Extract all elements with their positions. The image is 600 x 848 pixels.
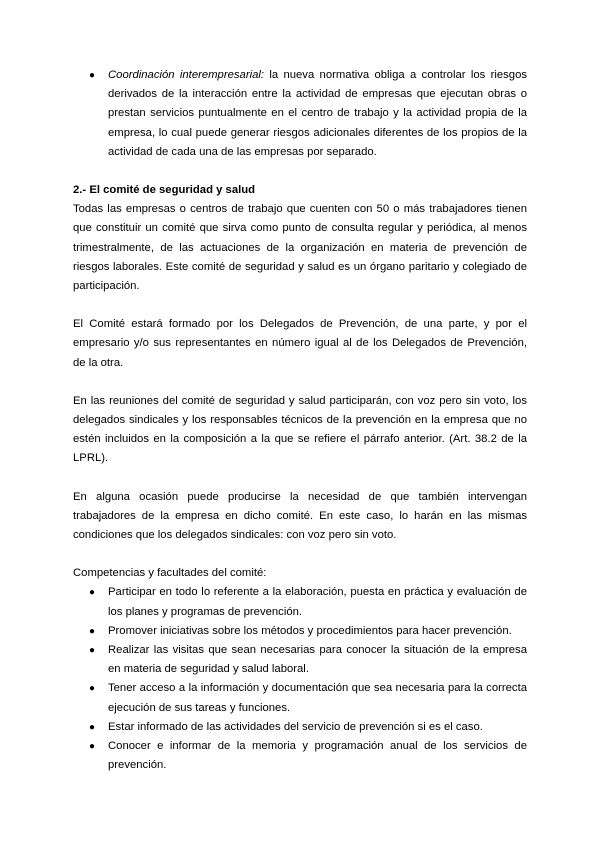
bullet-icon: ● (89, 721, 96, 733)
list-item-text: Participar en todo lo referente a la elaboración, puesta en práctica y evaluación de los planes y programas de prevención. (108, 586, 527, 618)
competencias-list (73, 583, 527, 775)
list-item (73, 622, 527, 641)
bullet-icon: ● (89, 70, 96, 81)
list-item (73, 737, 527, 775)
paragraph: En alguna ocasión puede producirse la necesidad de que también intervengan trabajadores de la empresa en dicho comité. En este caso, lo harán en las mismas condiciones que los delegados sindicales: con voz pero sin voto. (73, 490, 527, 542)
list-item (73, 641, 527, 679)
list-item (73, 718, 527, 737)
competencias-intro: Competencias y facultades del comité: (73, 567, 267, 580)
list-item-text: Realizar las visitas que sean necesarias para conocer la situación de la empresa en materia de seguridad y salud laboral. (108, 644, 527, 676)
bullet-icon: ● (89, 645, 96, 657)
list-item-text: Tener acceso a la información y documentación que sea necesaria para la correcta ejecución de sus tareas y funciones. (108, 682, 527, 714)
coordination-bullet-list (73, 66, 527, 162)
paragraph: Todas las empresas o centros de trabajo que cuenten con 50 o más trabajadores tienen que constituir un comité que sirva como punto de consulta regular y periódica, al menos trimestralmente, de las actuaciones de la organización en materia de prevención de riesgos laborales. Este comité de seguridad y salud es un órgano paritario y colegiado de participación. (73, 203, 527, 293)
bullet-icon: ● (89, 587, 96, 599)
bullet-term: Coordinación interempresarial: (108, 69, 265, 81)
bullet-icon: ● (89, 625, 96, 637)
paragraph: En las reuniones del comité de seguridad y salud participarán, con voz pero sin voto, los delegados sindicales y los responsables técnicos de la prevención en la empresa que no estén incluidos en la composición a la que se refiere el párrafo anterior. (Art. 38.2 de la LPRL). (73, 394, 527, 465)
bullet-text: la nueva normativa obliga a controlar los riesgos derivados de la interacción entre la actividad de empresas que ejecutan obras o prestan servicios puntualmente en el centro de trabajo y la actividad propia de la empresa, lo cual puede generar riesgos adicionales diferentes de los propios de la actividad de cada una de las empresas por separado. (108, 69, 528, 158)
list-item-text: Promover iniciativas sobre los métodos y procedimientos para hacer prevención. (108, 624, 512, 637)
document-body (73, 66, 527, 776)
list-item-text: Estar informado de las actividades del servicio de prevención si es el caso. (108, 720, 483, 733)
paragraph: El Comité estará formado por los Delegados de Prevención, de una parte, y por el empresario y/o sus representantes en número igual al de los Delegados de Prevención, de la otra. (73, 318, 527, 369)
bullet-icon: ● (89, 741, 96, 753)
list-item (73, 66, 527, 162)
list-item-text: Conocer e informar de la memoria y programación anual de los servicios de prevención. (108, 740, 527, 772)
bullet-icon: ● (89, 683, 96, 695)
section-heading: 2.- El comité de seguridad y salud (73, 184, 256, 197)
list-item (73, 583, 527, 621)
list-item (73, 679, 527, 717)
